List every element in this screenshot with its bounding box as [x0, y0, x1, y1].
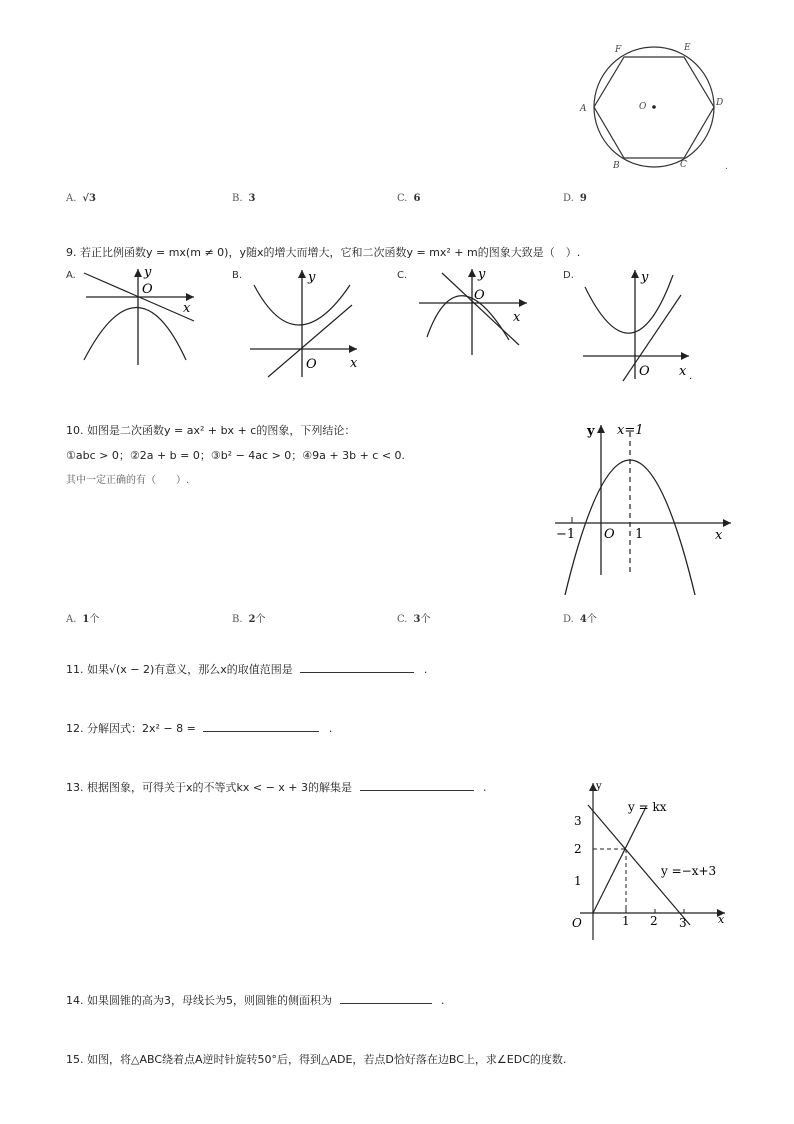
y-label: y [478, 267, 486, 282]
vertex-d: D [716, 98, 724, 108]
y-label: y [144, 265, 152, 280]
q13-answer-blank[interactable] [360, 780, 474, 791]
option-unit: 个 [89, 614, 100, 625]
q8-option-b[interactable] [232, 193, 256, 204]
y-label: y [596, 781, 602, 792]
x-label: x [679, 364, 687, 379]
q10-option-b[interactable] [232, 610, 266, 625]
x-tick-3: 3 [679, 916, 687, 930]
x-label: x [350, 356, 358, 371]
center-label: O [639, 102, 647, 112]
q10-ask: 其中一定正确的有（ ）. [66, 475, 190, 486]
option-value: 9 [579, 193, 587, 204]
q10-conditions: ①abc > 0；②2a + b = 0；③b² − 4ac > 0；④9a + 3b + c < 0. [66, 449, 406, 462]
option-key: B. [232, 193, 243, 204]
q9-stem: 9. 若正比例函数y = mx(m ≠ 0)，y随x的增大而增大，它和二次函数y = mx² + m的图象大致是（ ）. [66, 246, 581, 259]
option-key: C. [397, 614, 408, 625]
option-value: 6 [413, 193, 421, 204]
option-value: √3 [82, 193, 96, 204]
y-tick-2: 2 [574, 842, 582, 856]
q8-option-c[interactable] [397, 193, 420, 204]
pos1-label: 1 [635, 527, 644, 542]
vertex-a: A [580, 104, 587, 114]
q11-text: 11. 如果√(x − 2)有意义，那么x的取值范围是 [66, 663, 293, 676]
q11-answer-blank[interactable] [300, 662, 414, 673]
line1-label: y = kx [628, 800, 667, 814]
x-label: x [183, 301, 191, 316]
option-key: B. [232, 270, 243, 281]
option-key: B. [232, 614, 243, 625]
x-tick-2: 2 [650, 914, 658, 928]
trailing-dot: . [689, 371, 693, 382]
q9-option-b[interactable] [232, 265, 372, 384]
q8-option-a[interactable] [66, 193, 96, 204]
option-key: D. [563, 193, 574, 204]
option-key: A. [66, 270, 76, 281]
q8-option-d[interactable] [563, 193, 587, 204]
o-label: O [474, 288, 485, 303]
y-tick-3: 3 [574, 814, 582, 828]
q13-graph [560, 775, 740, 954]
x-tick-1: 1 [622, 914, 630, 928]
option-key: C. [397, 193, 408, 204]
q13-text: 13. 根据图象，可得关于x的不等式kx < − x + 3的解集是 [66, 781, 353, 794]
q10-option-c[interactable] [397, 610, 430, 625]
axis-of-symmetry-label: x=1 [617, 423, 644, 438]
q12-answer-blank[interactable] [203, 721, 319, 732]
q14-end: . [441, 994, 445, 1007]
q10-graph [553, 420, 738, 604]
vertex-c: C [680, 160, 687, 170]
line2-label: y =−x+3 [661, 864, 717, 878]
q14-answer-blank[interactable] [340, 993, 432, 1004]
y-label: y [308, 270, 316, 285]
y-label: y [587, 424, 595, 439]
option-key: A. [66, 193, 77, 204]
q12-text: 12. 分解因式：2x² − 8 = [66, 722, 196, 735]
o-label: O [604, 527, 615, 542]
option-key: D. [563, 270, 574, 281]
q12 [66, 720, 332, 736]
q13 [66, 779, 487, 795]
hexagon-figure [575, 40, 745, 185]
x-label: x [513, 310, 521, 325]
q12-end: . [328, 722, 333, 735]
o-label: O [142, 282, 153, 297]
q13-end: . [483, 781, 487, 794]
option-key: A. [66, 614, 77, 625]
o-label: O [572, 916, 582, 930]
vertex-e: E [684, 43, 691, 53]
q11-end: . [423, 663, 428, 676]
o-label: O [306, 357, 317, 372]
q9-option-a[interactable] [66, 265, 201, 374]
x-label: x [718, 913, 725, 926]
option-key: C. [397, 270, 408, 281]
q15-text: 15. 如图，将△ABC绕着点A逆时针旋转50°后，得到△ADE，若点D恰好落在边BC上，求∠EDC的度数. [66, 1053, 567, 1066]
option-value: 3 [248, 193, 256, 204]
q9-option-d[interactable] [563, 265, 703, 387]
option-value: 1 [82, 614, 90, 625]
q14-text: 14. 如果圆锥的高为3，母线长为5，则圆锥的侧面积为 [66, 994, 332, 1007]
trailing-dot: . [725, 162, 728, 172]
q14 [66, 992, 445, 1008]
vertex-b: B [613, 161, 620, 171]
option-unit: 个 [586, 614, 597, 625]
q10-option-d[interactable] [563, 610, 597, 625]
neg1-label: −1 [556, 527, 576, 542]
x-label: x [715, 528, 723, 543]
option-key: D. [563, 614, 574, 625]
q9-option-c[interactable] [397, 265, 532, 374]
option-unit: 个 [255, 614, 266, 625]
option-value: 3 [413, 614, 421, 625]
q10-stem: 10. 如图是二次函数y = ax² + bx + c的图象，下列结论： [66, 424, 356, 437]
option-unit: 个 [420, 614, 431, 625]
option-value: 2 [248, 614, 256, 625]
vertex-f: F [615, 45, 622, 55]
q10-option-a[interactable] [66, 610, 99, 625]
q11 [66, 661, 427, 677]
o-label: O [639, 364, 650, 379]
option-value: 4 [579, 614, 587, 625]
y-label: y [641, 270, 649, 285]
y-tick-1: 1 [574, 874, 582, 888]
